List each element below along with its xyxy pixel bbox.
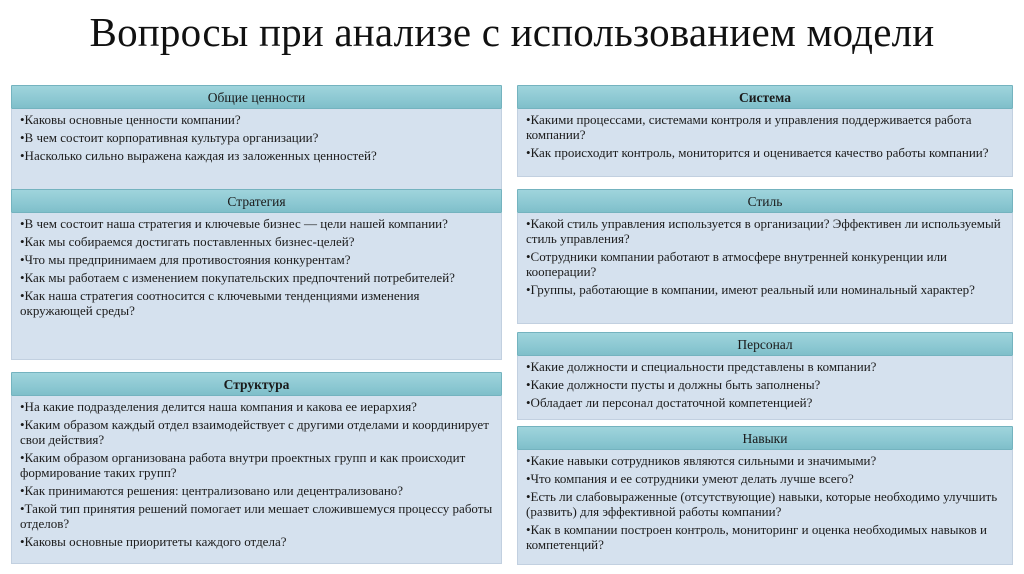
list-item: •Такой тип принятия решений помогает или мешает сложившемуся процессу работы отделов?	[20, 501, 493, 531]
list-item: •Каким образом каждый отдел взаимодействует с другими отделами и координирует свои действия?	[20, 417, 489, 447]
block-header: Персонал	[517, 332, 1013, 356]
list-item: •Обладает ли персонал достаточной компетенцией?	[526, 395, 813, 410]
page-title: Вопросы при анализе с использованием модели	[89, 9, 935, 55]
list-item: •Как мы работаем с изменением покупательских предпочтений потребителей?	[20, 270, 455, 285]
list-item: •Как наша стратегия соотносится с ключевыми тенденциями изменения окружающей среды?	[20, 288, 420, 318]
block-style	[517, 189, 1013, 324]
list-item: •Насколько сильно выражена каждая из заложенных ценностей?	[20, 148, 377, 163]
block-body	[517, 213, 1013, 324]
list-item: •Что компания и ее сотрудники умеют делать лучше всего?	[526, 471, 854, 486]
block-skills	[517, 426, 1013, 565]
list-item: •Какой стиль управления используется в организации? Эффективен ли используемый стиль управления?	[526, 216, 1001, 246]
block-staff	[517, 332, 1013, 420]
block-header: Навыки	[517, 426, 1013, 450]
block-header: Стиль	[517, 189, 1013, 213]
list-item: •В чем состоит наша стратегия и ключевые бизнес — цели нашей компании?	[20, 216, 448, 231]
list-item: •Какие должности и специальности представлены в компании?	[526, 359, 877, 374]
block-header: Стратегия	[11, 189, 502, 213]
list-item: •Какие должности пусты и должны быть заполнены?	[526, 377, 821, 392]
block-body	[517, 109, 1013, 177]
block-body	[517, 450, 1013, 565]
list-item: •Группы, работающие в компании, имеют реальный или номинальный характер?	[526, 282, 975, 297]
list-item: •Как в компании построен контроль, мониторинг и оценка необходимых навыков и компетенций?	[526, 522, 988, 552]
block-body	[11, 396, 502, 564]
list-item: •Как принимаются решения: централизовано или децентрализовано?	[20, 483, 404, 498]
list-item: •Что мы предпринимаем для противостояния конкурентам?	[20, 252, 351, 267]
block-system	[517, 85, 1013, 177]
list-item: •Как происходит контроль, мониторится и оценивается качество работы компании?	[526, 145, 989, 160]
list-item: •В чем состоит корпоративная культура организации?	[20, 130, 319, 145]
block-structure	[11, 372, 502, 564]
list-item: •Каковы основные ценности компании?	[20, 112, 241, 127]
list-item: •Как мы собираемся достигать поставленных бизнес-целей?	[20, 234, 355, 249]
block-header: Система	[517, 85, 1013, 109]
block-header: Общие ценности	[11, 85, 502, 109]
list-item: •Каковы основные приоритеты каждого отдела?	[20, 534, 287, 549]
list-item: •Какими процессами, системами контроля и управления поддерживается работа компании?	[526, 112, 972, 142]
block-strategy	[11, 189, 502, 360]
list-item: •Какие навыки сотрудников являются сильными и значимыми?	[526, 453, 877, 468]
block-body	[11, 109, 502, 192]
list-item: •На какие подразделения делится наша компания и какова ее иерархия?	[20, 399, 417, 414]
block-body	[517, 356, 1013, 420]
list-item: •Сотрудники компании работают в атмосфере внутренней конкуренции или кооперации?	[526, 249, 948, 279]
list-item: •Есть ли слабовыраженные (отсутствующие) навыки, которые необходимо улучшить (развить) для эффективной работы компании?	[526, 489, 998, 519]
list-item: •Каким образом организована работа внутри проектных групп и как происходит формирование таких групп?	[20, 450, 466, 480]
block-shared-values	[11, 85, 502, 192]
block-header: Структура	[11, 372, 502, 396]
block-body	[11, 213, 502, 360]
